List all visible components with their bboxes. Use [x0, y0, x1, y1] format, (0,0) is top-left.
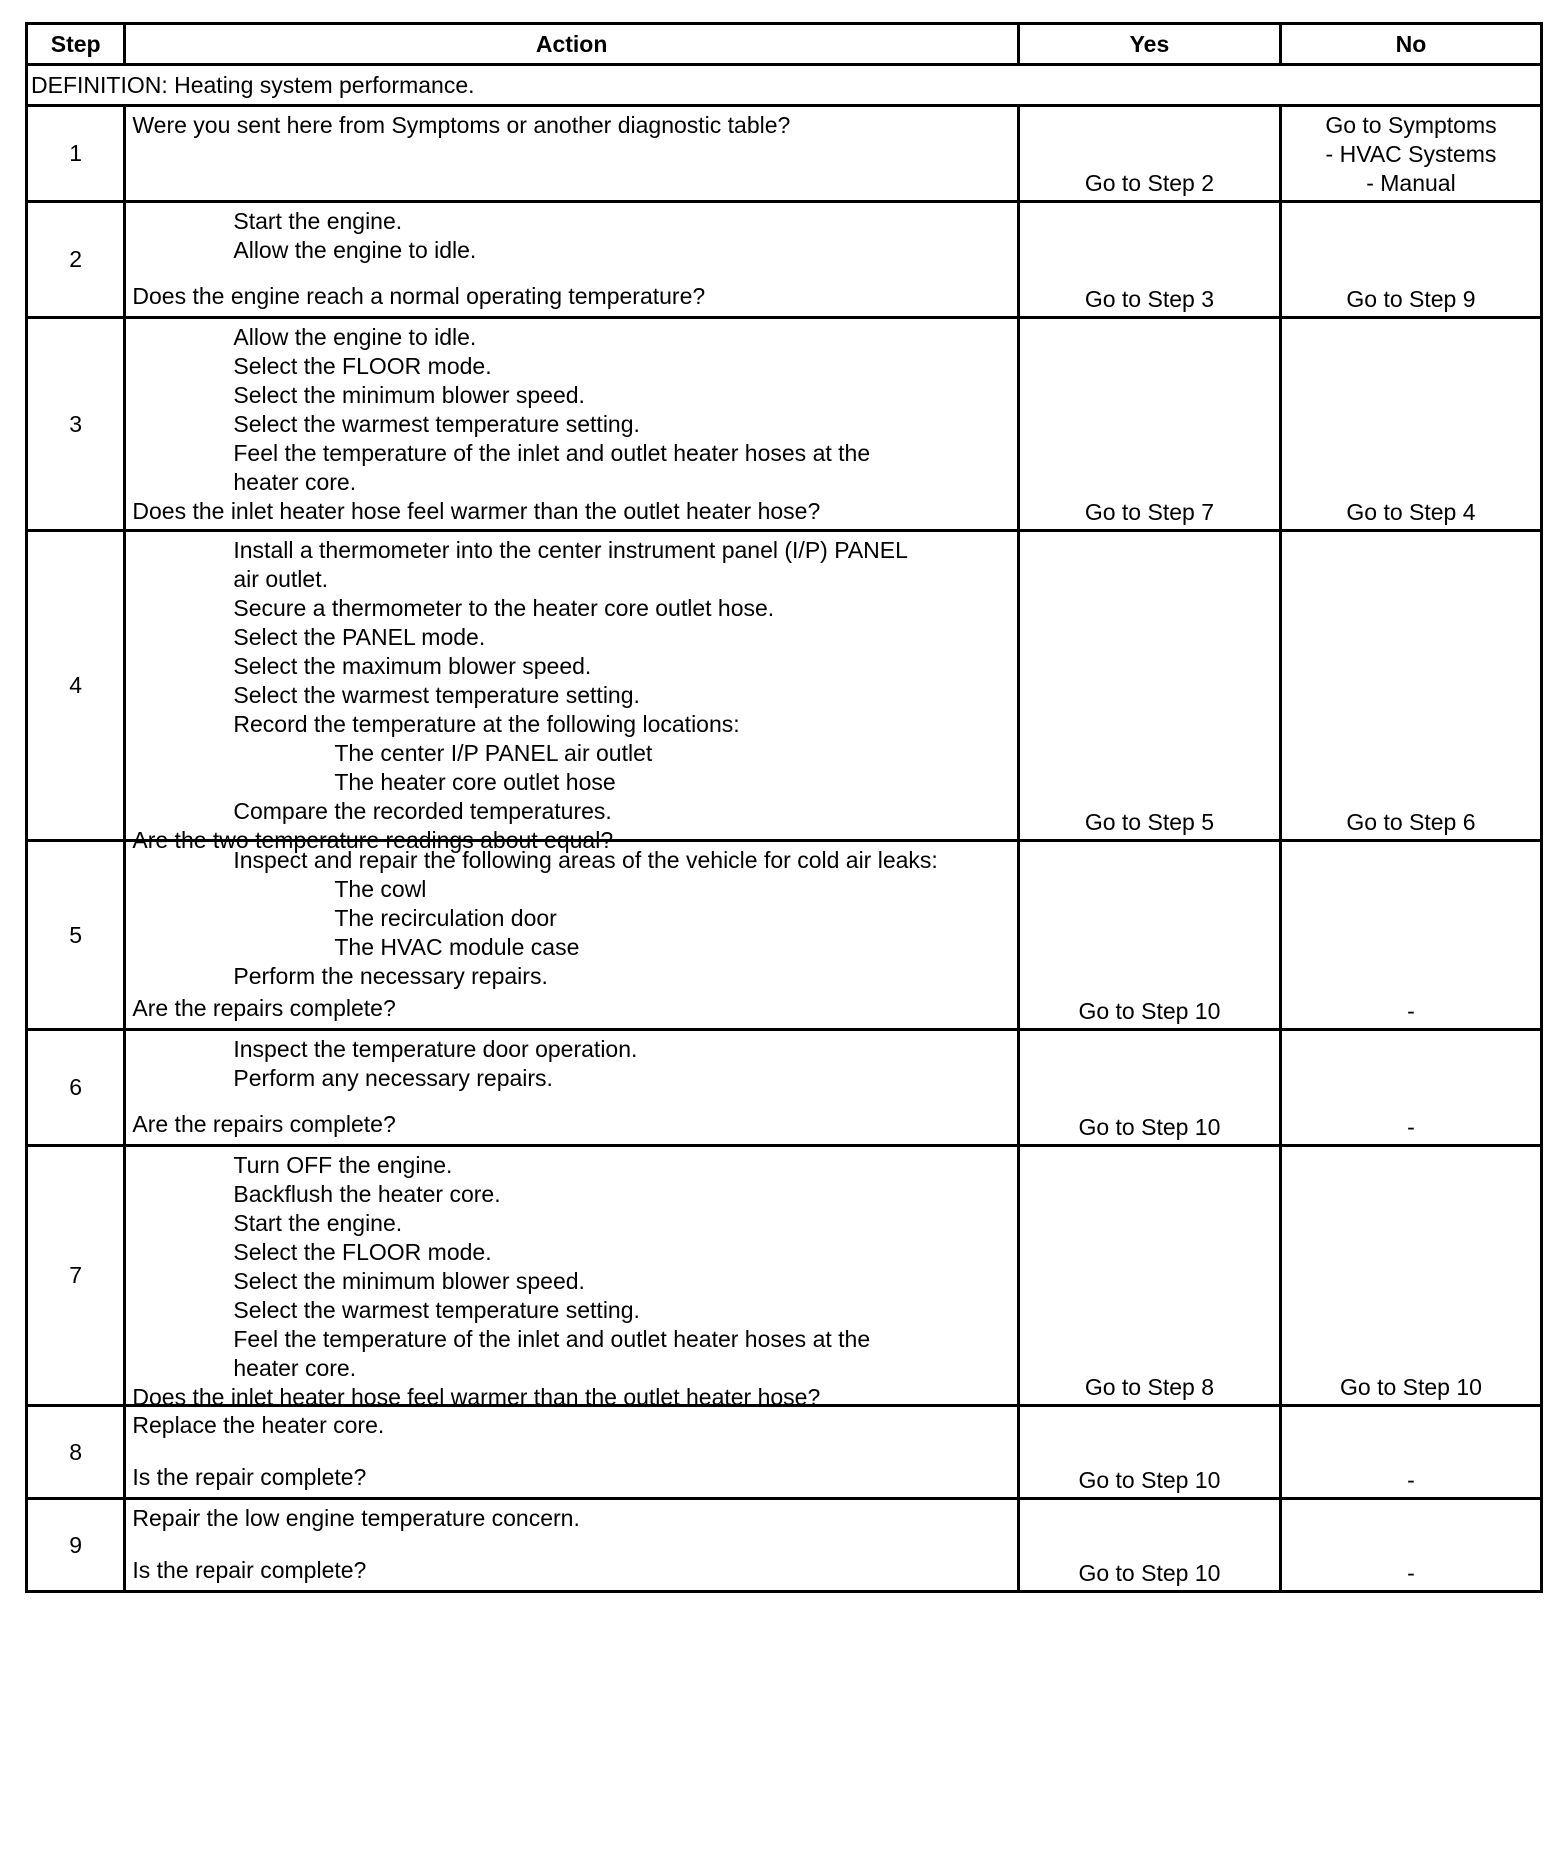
step-number: 9 [27, 1499, 125, 1592]
action-line: Allow the engine to idle. [233, 237, 477, 263]
action-line: Inspect the temperature door operation. [233, 1036, 638, 1062]
step-number: 6 [27, 1030, 125, 1146]
no-result: Go to Step 10 [1280, 1146, 1541, 1406]
action-line: The center I/P PANEL air outlet [334, 740, 653, 766]
action-cell [125, 1499, 1019, 1592]
action-line: Select the warmest temperature setting. [233, 411, 640, 437]
action-line: Start the engine. [233, 1210, 403, 1236]
action-line: Replace the heater core. [132, 1412, 385, 1438]
table-row [27, 1030, 1542, 1146]
action-cell [125, 318, 1019, 531]
action-line: The HVAC module case [334, 934, 580, 960]
diagnostic-table [25, 22, 1543, 1593]
step-number: 5 [27, 841, 125, 1030]
header-action: Action [125, 24, 1019, 65]
action-line: Record the temperature at the following locations: [233, 711, 740, 737]
action-cell [125, 1030, 1019, 1146]
table-row [27, 1499, 1542, 1592]
table-row [27, 1406, 1542, 1499]
action-line: Select the warmest temperature setting. [233, 1297, 640, 1323]
action-cell [125, 1146, 1019, 1410]
header-yes: Yes [1018, 24, 1280, 65]
action-cell [125, 106, 1019, 202]
action-line: Feel the temperature of the inlet and outlet heater hoses at the [233, 440, 871, 466]
action-line: Feel the temperature of the inlet and outlet heater hoses at the [233, 1326, 871, 1352]
header-step: Step [27, 24, 125, 65]
yes-result: Go to Step 10 [1018, 1030, 1280, 1146]
table-row [27, 318, 1542, 531]
definition-text: DEFINITION: Heating system performance. [27, 65, 1542, 106]
yes-result: Go to Step 8 [1018, 1146, 1280, 1406]
step-number: 4 [27, 531, 125, 841]
action-line: Select the FLOOR mode. [233, 353, 492, 379]
action-line: heater core. [233, 1355, 357, 1381]
table-row [27, 202, 1542, 318]
table-row [27, 531, 1542, 841]
table-row [27, 1146, 1542, 1406]
action-line: Select the PANEL mode. [233, 624, 486, 650]
yes-result: Go to Step 7 [1018, 318, 1280, 531]
action-line: The recirculation door [334, 905, 557, 931]
action-cell [125, 841, 1019, 1030]
no-result: - [1280, 841, 1541, 1030]
action-line: Turn OFF the engine. [233, 1152, 453, 1178]
action-line: Backflush the heater core. [233, 1181, 501, 1207]
action-line: Perform any necessary repairs. [233, 1065, 553, 1091]
action-question: Is the repair complete? [132, 1464, 367, 1490]
action-line: Select the minimum blower speed. [233, 1268, 585, 1294]
yes-result: Go to Step 3 [1018, 202, 1280, 318]
yes-result: Go to Step 10 [1018, 1406, 1280, 1499]
action-cell [125, 202, 1019, 318]
action-line: Install a thermometer into the center instrument panel (I/P) PANEL [233, 537, 908, 563]
action-line: Select the maximum blower speed. [233, 653, 592, 679]
action-line: Repair the low engine temperature concern. [132, 1505, 580, 1531]
yes-result: Go to Step 2 [1018, 106, 1280, 202]
action-line: The cowl [334, 876, 427, 902]
action-line: Select the FLOOR mode. [233, 1239, 492, 1265]
step-number: 7 [27, 1146, 125, 1406]
no-result: - [1280, 1499, 1541, 1592]
action-line: Start the engine. [233, 208, 403, 234]
no-result: Go to Step 6 [1280, 531, 1541, 841]
no-result: Go to Symptoms - HVAC Systems - Manual [1280, 106, 1541, 202]
no-result: Go to Step 4 [1280, 318, 1541, 531]
no-result: - [1280, 1406, 1541, 1499]
action-line: heater core. [233, 469, 357, 495]
action-line: Select the warmest temperature setting. [233, 682, 640, 708]
action-line: air outlet. [233, 566, 328, 592]
action-line: The heater core outlet hose [334, 769, 616, 795]
yes-result: Go to Step 10 [1018, 841, 1280, 1030]
action-line: Select the minimum blower speed. [233, 382, 585, 408]
header-row [27, 24, 1542, 65]
step-number: 3 [27, 318, 125, 531]
action-line: Compare the recorded temperatures. [233, 798, 612, 824]
action-question: Does the engine reach a normal operating temperature? [132, 283, 706, 309]
action-cell [125, 1406, 1019, 1499]
definition-row [27, 65, 1542, 106]
action-line: Secure a thermometer to the heater core outlet hose. [233, 595, 775, 621]
action-line: Inspect and repair the following areas of the vehicle for cold air leaks: [233, 847, 938, 873]
action-cell [125, 531, 1019, 853]
table-row [27, 106, 1542, 202]
yes-result: Go to Step 5 [1018, 531, 1280, 841]
action-question: Is the repair complete? [132, 1557, 367, 1583]
step-number: 8 [27, 1406, 125, 1499]
header-no: No [1280, 24, 1541, 65]
action-line: Perform the necessary repairs. [233, 963, 548, 989]
action-question: Does the inlet heater hose feel warmer than the outlet heater hose? [132, 1384, 821, 1410]
table-row [27, 841, 1542, 1030]
action-question: Are the repairs complete? [132, 1111, 396, 1137]
yes-result: Go to Step 10 [1018, 1499, 1280, 1592]
action-line: Were you sent here from Symptoms or another diagnostic table? [132, 112, 791, 138]
action-question: Are the two temperature readings about equal? [132, 827, 614, 853]
action-line: Allow the engine to idle. [233, 324, 477, 350]
step-number: 1 [27, 106, 125, 202]
action-question: Does the inlet heater hose feel warmer than the outlet heater hose? [132, 498, 821, 524]
no-result: - [1280, 1030, 1541, 1146]
action-question: Are the repairs complete? [132, 995, 396, 1021]
no-result: Go to Step 9 [1280, 202, 1541, 318]
step-number: 2 [27, 202, 125, 318]
